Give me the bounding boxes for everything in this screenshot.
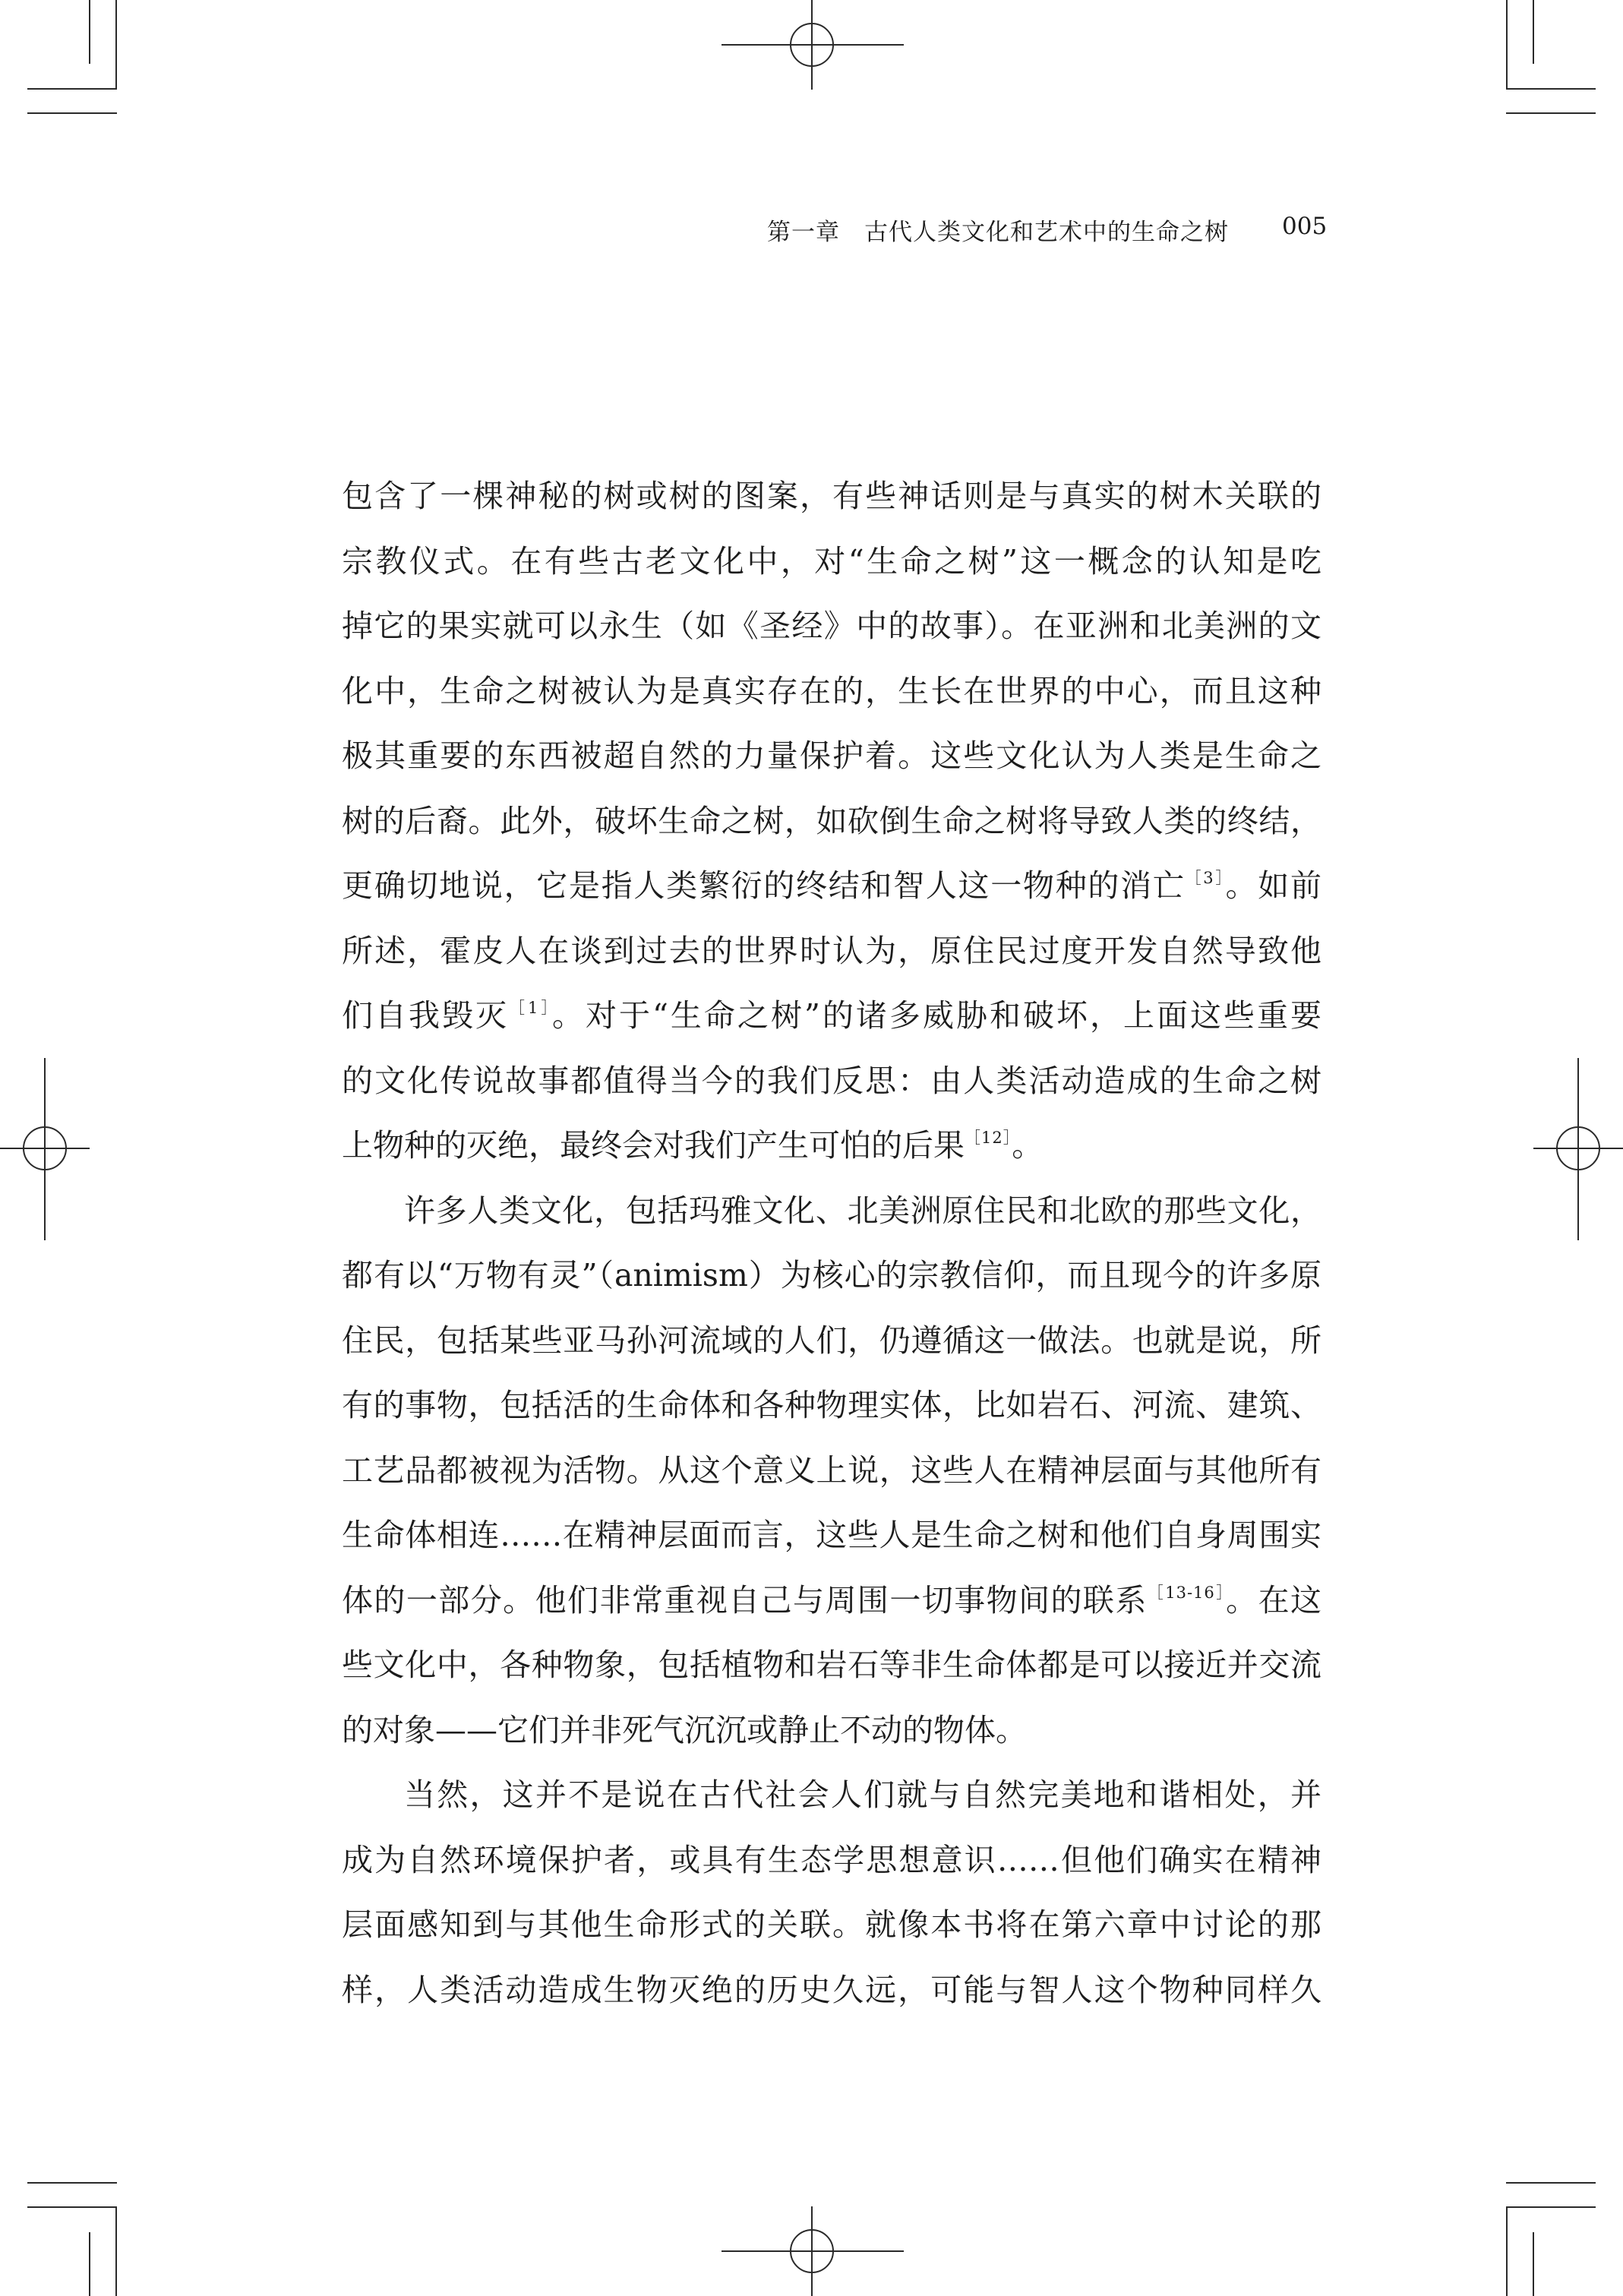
line-text: 们自我毁灭 (342, 997, 510, 1034)
registration-right-circle (1556, 1126, 1600, 1170)
line-text: 更确切地说，它是指人类繁衍的终结和智人这一物种的消亡 (342, 867, 1186, 904)
line-text: 工艺品都被视为活物。从这个意义上说，这些人在精神层面与其他所有 (342, 1451, 1321, 1489)
text-line-15 (342, 1378, 1321, 1443)
crop-mark-bottom-left-horizontal-2 (27, 2182, 117, 2184)
registration-left-circle (23, 1126, 67, 1170)
crop-mark-top-left-horizontal (27, 88, 117, 90)
page-number: 005 (1282, 213, 1328, 240)
line-text: 住民，包括某些亚马孙河流域的人们，仍遵循这一做法。也就是说，所 (342, 1322, 1321, 1359)
text-line-6 (342, 794, 1321, 859)
line-text: 。如前 (1225, 867, 1322, 904)
line-text: 体的一部分。他们非常重视自己与周围一切事物间的联系 (342, 1581, 1148, 1619)
line-text: 层面感知到与其他生命形式的关联。就像本书将在第六章中讨论的那 (342, 1906, 1321, 1943)
text-line-8 (342, 924, 1321, 989)
running-head: 第一章 古代人类文化和艺术中的生命之树 (767, 219, 1229, 246)
text-line-14 (342, 1313, 1321, 1379)
registration-top-circle (790, 23, 834, 67)
text-line-22 (342, 1833, 1321, 1898)
line-text: 。对于“生命之树”的诸多威胁和破坏，上面这些重要 (551, 997, 1322, 1034)
line-text: 有的事物，包括活的生命体和各种物理实体，比如岩石、河流、建筑、 (342, 1387, 1321, 1423)
crop-mark-bottom-left-vertical-2 (89, 2232, 90, 2296)
crop-mark-top-right-horizontal (1506, 88, 1596, 90)
line-text: 生命体相连……在精神层面而言，这些人是生命之树和他们自身周围实 (342, 1517, 1321, 1553)
text-line-17 (342, 1508, 1321, 1573)
line-text: 化中，生命之树被认为是真实存在的，生长在世界的中心，而且这种 (342, 672, 1321, 709)
text-line-19 (342, 1638, 1321, 1703)
body-text (342, 469, 1321, 2027)
crop-mark-top-right-horizontal-2 (1506, 112, 1596, 114)
crop-mark-top-right-vertical (1506, 0, 1508, 90)
text-line-12 (342, 1183, 1321, 1249)
line-text: 许多人类文化，包括玛雅文化、北美洲原住民和北欧的那些文化， (404, 1192, 1321, 1229)
text-line-16 (342, 1443, 1321, 1508)
text-line-1 (342, 469, 1321, 534)
registration-bottom-circle (790, 2229, 834, 2273)
text-line-10 (342, 1053, 1321, 1119)
line-text: 宗教仪式。在有些古老文化中，对“生命之树”这一概念的认知是吃 (342, 542, 1321, 580)
crop-mark-top-left-horizontal-2 (27, 112, 117, 114)
citation-ref: ［3］ (1185, 869, 1226, 887)
text-line-7 (342, 858, 1321, 924)
crop-mark-top-left-vertical-2 (89, 0, 90, 64)
text-line-24 (342, 1963, 1321, 2028)
line-text: 些文化中，各种物象，包括植物和岩石等非生命体都是可以接近并交流 (342, 1647, 1321, 1683)
text-line-21 (342, 1767, 1321, 1833)
line-text: 。在这 (1226, 1581, 1322, 1619)
line-text: 样，人类活动造成生物灭绝的历史久远，可能与智人这个物种同样久 (342, 1971, 1321, 2008)
line-text: 掉它的果实就可以永生（如《圣经》中的故事）。在亚洲和北美洲的文 (342, 608, 1321, 644)
citation-ref: ［12］ (965, 1129, 1012, 1147)
line-text: 当然，这并不是说在古代社会人们就与自然完美地和谐相处，并 (404, 1776, 1321, 1813)
line-text: 包含了一棵神秘的树或树的图案，有些神话则是与真实的树木关联的 (342, 478, 1321, 514)
text-line-3 (342, 598, 1321, 664)
text-line-5 (342, 728, 1321, 794)
crop-mark-bottom-right-vertical (1506, 2206, 1508, 2296)
line-text: 极其重要的东西被超自然的力量保护着。这些文化认为人类是生命之 (342, 737, 1321, 774)
text-line-23 (342, 1897, 1321, 1963)
crop-mark-bottom-left-horizontal (27, 2206, 117, 2208)
text-line-2 (342, 534, 1321, 599)
text-line-11 (342, 1118, 1321, 1183)
line-text: 的文化传说故事都值得当今的我们反思：由人类活动造成的生命之树 (342, 1062, 1321, 1099)
text-line-9 (342, 988, 1321, 1053)
text-line-20 (342, 1703, 1321, 1768)
line-text: 。 (1012, 1127, 1044, 1164)
line-text: 成为自然环境保护者，或具有生态学思想意识……但他们确实在精神 (342, 1841, 1321, 1878)
citation-ref: ［1］ (509, 999, 552, 1017)
crop-mark-top-right-vertical-2 (1533, 0, 1534, 64)
crop-mark-bottom-right-vertical-2 (1533, 2232, 1534, 2296)
line-text: 上物种的灭绝，最终会对我们产生可怕的后果 (342, 1127, 965, 1164)
crop-mark-bottom-left-vertical (115, 2206, 117, 2296)
text-line-18 (342, 1573, 1321, 1638)
citation-ref: ［13-16］ (1147, 1583, 1227, 1602)
crop-mark-bottom-right-horizontal (1506, 2206, 1596, 2208)
line-text: 树的后裔。此外，破坏生命之树，如砍倒生命之树将导致人类的终结， (342, 802, 1321, 839)
text-line-4 (342, 664, 1321, 729)
crop-mark-top-left-vertical (115, 0, 117, 90)
line-text: 的对象——它们并非死气沉沉或静止不动的物体。 (342, 1711, 1027, 1748)
line-text: 所述，霍皮人在谈到过去的世界时认为，原住民过度开发自然导致他 (342, 932, 1321, 969)
crop-mark-bottom-right-horizontal-2 (1506, 2182, 1596, 2184)
line-text: 都有以“万物有灵”（animism）为核心的宗教信仰，而且现今的许多原 (342, 1257, 1321, 1293)
text-line-13 (342, 1248, 1321, 1313)
